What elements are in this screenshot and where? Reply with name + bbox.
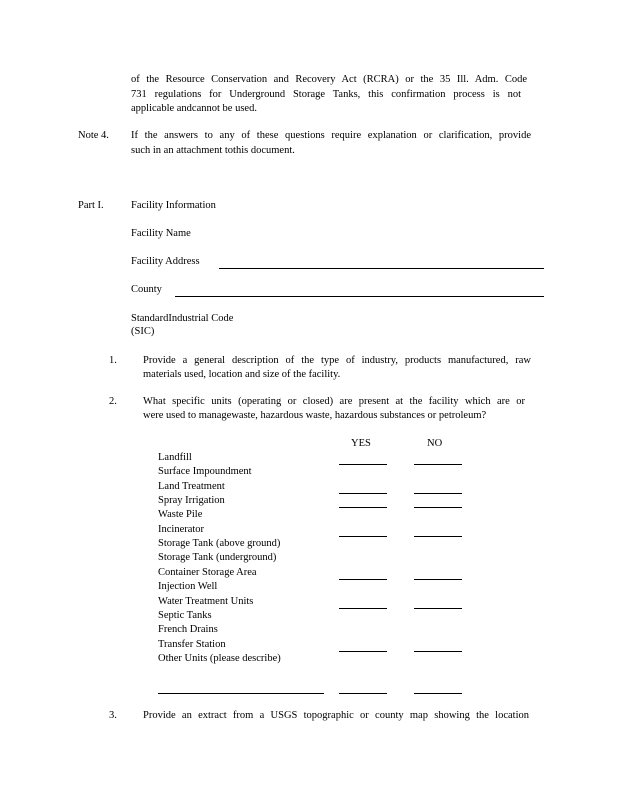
county-label: County (131, 284, 162, 295)
unit-label: Other Units (please describe) (158, 652, 281, 664)
unit-label: Incinerator (158, 523, 205, 535)
text-line: were used to managewaste, hazardous waste, hazardous substances or petroleum? (143, 410, 487, 421)
section-title: Facility Information (131, 200, 216, 211)
unit-label: Transfer Station (158, 638, 226, 650)
text-line: such in an attachment tothis document. (131, 145, 295, 156)
unit-label: Container Storage Area (158, 566, 257, 578)
yes-answer-line[interactable] (339, 608, 387, 609)
text-line: Provide a general description of the type of industry, products manufactured, raw (143, 355, 531, 366)
unit-label: Landfill (158, 452, 192, 463)
text-line: applicable andcannot be used. (131, 103, 257, 114)
yes-answer-line[interactable] (339, 464, 387, 465)
unit-label: Spray Irrigation (158, 495, 225, 507)
facility-name-label: Facility Name (131, 228, 191, 239)
no-answer-line[interactable] (414, 536, 462, 537)
no-answer-line[interactable] (414, 693, 462, 694)
no-answer-line[interactable] (414, 493, 462, 494)
unit-label: Storage Tank (above ground) (158, 538, 281, 550)
question-number: 3. (109, 710, 117, 721)
no-answer-line[interactable] (414, 579, 462, 580)
text-line: of the Resource Conservation and Recovery Act (RCRA) or the 35 Ill. Adm. Code (131, 74, 527, 85)
text-line: 731 regulations for Underground Storage Tanks, this confirmation process is not (131, 89, 521, 100)
question-number: 1. (109, 355, 117, 366)
yes-answer-line[interactable] (339, 507, 387, 508)
unit-label: Waste Pile (158, 509, 203, 521)
unit-label: Water Treatment Units (158, 595, 254, 607)
yes-answer-line[interactable] (339, 693, 387, 694)
text-line: What specific units (operating or closed) are present at the facility which are or (143, 396, 525, 407)
question-number: 2. (109, 396, 117, 407)
no-answer-line[interactable] (414, 507, 462, 508)
county-field[interactable] (175, 296, 544, 297)
no-column-header: NO (427, 438, 443, 449)
yes-answer-line[interactable] (339, 536, 387, 537)
text-line: Provide an extract from a USGS topographic or county map showing the location (143, 710, 529, 721)
text-line: If the answers to any of these questions require explanation or clarification, provide (131, 130, 531, 141)
no-answer-line[interactable] (414, 608, 462, 609)
text-line: materials used, location and size of the facility. (143, 369, 341, 380)
part-label: Part I. (78, 200, 104, 211)
note-label: Note 4. (78, 130, 109, 141)
other-units-describe-field[interactable] (158, 693, 324, 694)
unit-label: Injection Well (158, 581, 218, 593)
facility-address-label: Facility Address (131, 256, 200, 267)
facility-address-field[interactable] (219, 268, 544, 269)
unit-label: Surface Impoundment (158, 466, 252, 478)
unit-label: Land Treatment (158, 480, 225, 492)
no-answer-line[interactable] (414, 464, 462, 465)
no-answer-line[interactable] (414, 651, 462, 652)
unit-label: French Drains (158, 624, 218, 636)
yes-answer-line[interactable] (339, 651, 387, 652)
sic-label-line1: StandardIndustrial Code (131, 313, 234, 324)
yes-answer-line[interactable] (339, 579, 387, 580)
sic-label-line2: (SIC) (131, 326, 155, 337)
yes-answer-line[interactable] (339, 493, 387, 494)
unit-label: Storage Tank (underground) (158, 552, 277, 564)
unit-label: Septic Tanks (158, 609, 212, 621)
yes-column-header: YES (351, 438, 371, 449)
